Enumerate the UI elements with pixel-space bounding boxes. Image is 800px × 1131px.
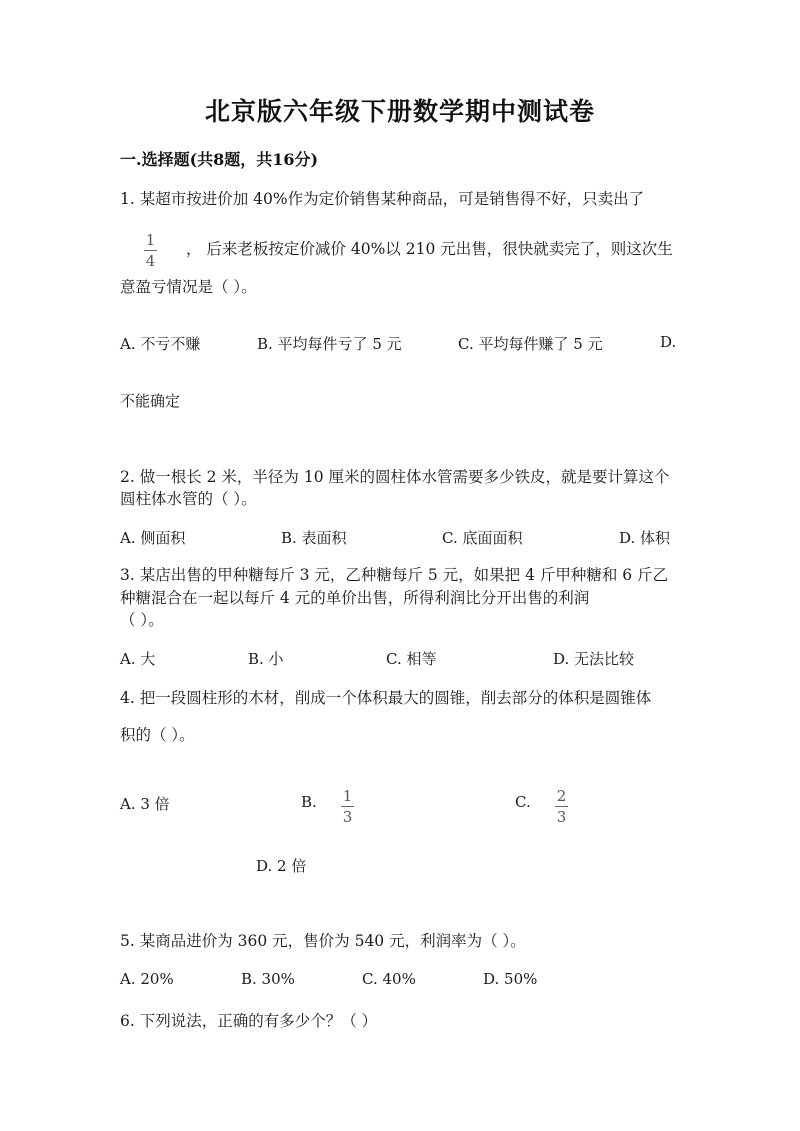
question-1-line-2: ， 后来老板按定价减价 40%以 210 元出售，很快就卖完了，则这次生	[186, 240, 673, 258]
fraction-denominator: 3	[342, 808, 353, 826]
question-1-line-3: 意盈亏情况是（ ）。	[120, 278, 257, 296]
question-3-option-b[interactable]: B. 小	[248, 650, 284, 668]
question-2-option-b[interactable]: B. 表面积	[281, 529, 347, 547]
fraction-one-quarter	[144, 232, 157, 270]
question-3-option-a[interactable]: A. 大	[120, 650, 156, 668]
question-2-option-a[interactable]: A. 侧面积	[120, 529, 186, 547]
question-1-option-b[interactable]: B. 平均每件亏了 5 元	[257, 335, 402, 353]
question-5-option-c[interactable]: C. 40%	[362, 970, 416, 988]
question-4-line-2: 积的（ ）。	[120, 726, 195, 744]
question-2-line-1: 2. 做一根长 2 米，半径为 10 厘米的圆柱体水管需要多少铁皮，就是要计算这个	[120, 468, 670, 486]
fraction-bar	[341, 806, 354, 807]
fraction-two-thirds	[555, 788, 568, 826]
section-heading: 一.选择题(共8题，共16分)	[120, 150, 319, 169]
question-2-line-2: 圆柱体水管的（ ）。	[120, 490, 257, 508]
question-3-line-1: 3. 某店出售的甲种糖每斤 3 元，乙种糖每斤 5 元，如果把 4 斤甲种糖和 6 斤乙	[120, 566, 669, 584]
fraction-numerator: 1	[145, 231, 156, 249]
question-3-option-c[interactable]: C. 相等	[386, 650, 437, 668]
question-2-option-c[interactable]: C. 底面面积	[442, 529, 523, 547]
question-1-line-1: 1. 某超市按进价加 40%作为定价销售某种商品，可是销售得不好，只卖出了	[120, 190, 645, 208]
fraction-denominator: 4	[145, 252, 156, 270]
question-4-option-b[interactable]: B.	[301, 793, 317, 811]
question-4-option-a[interactable]: A. 3 倍	[120, 795, 170, 813]
fraction-bar	[555, 806, 568, 807]
fraction-bar	[144, 250, 157, 251]
question-5-option-b[interactable]: B. 30%	[241, 970, 295, 988]
question-5-line-1: 5. 某商品进价为 360 元，售价为 540 元，利润率为（ ）。	[120, 932, 526, 950]
question-3-option-d[interactable]: D. 无法比较	[553, 650, 635, 668]
question-3-line-3: （ ）。	[120, 611, 164, 629]
fraction-numerator: 1	[342, 787, 353, 805]
page-title: 北京版六年级下册数学期中测试卷	[204, 97, 595, 126]
question-6-line-1: 6. 下列说法，正确的有多少个？（ ）	[120, 1012, 378, 1030]
question-3-line-2: 种糖混合在一起以每斤 4 元的单价出售，所得利润比分开出售的利润	[120, 589, 590, 607]
question-1-option-d[interactable]: D.	[660, 333, 677, 351]
question-1-option-a[interactable]: A. 不亏不赚	[120, 335, 201, 353]
fraction-one-third	[341, 788, 354, 826]
fraction-numerator: 2	[556, 787, 567, 805]
question-4-option-c[interactable]: C.	[515, 793, 531, 811]
question-4-option-d[interactable]: D. 2 倍	[256, 857, 307, 875]
fraction-denominator: 3	[556, 808, 567, 826]
question-2-option-d[interactable]: D. 体积	[619, 529, 671, 547]
question-1-option-c[interactable]: C. 平均每件赚了 5 元	[458, 335, 603, 353]
question-5-option-a[interactable]: A. 20%	[120, 970, 174, 988]
question-4-line-1: 4. 把一段圆柱形的木材，削成一个体积最大的圆锥，削去部分的体积是圆锥体	[120, 689, 652, 707]
question-5-option-d[interactable]: D. 50%	[483, 970, 538, 988]
question-1-option-d-text: 不能确定	[120, 392, 181, 410]
